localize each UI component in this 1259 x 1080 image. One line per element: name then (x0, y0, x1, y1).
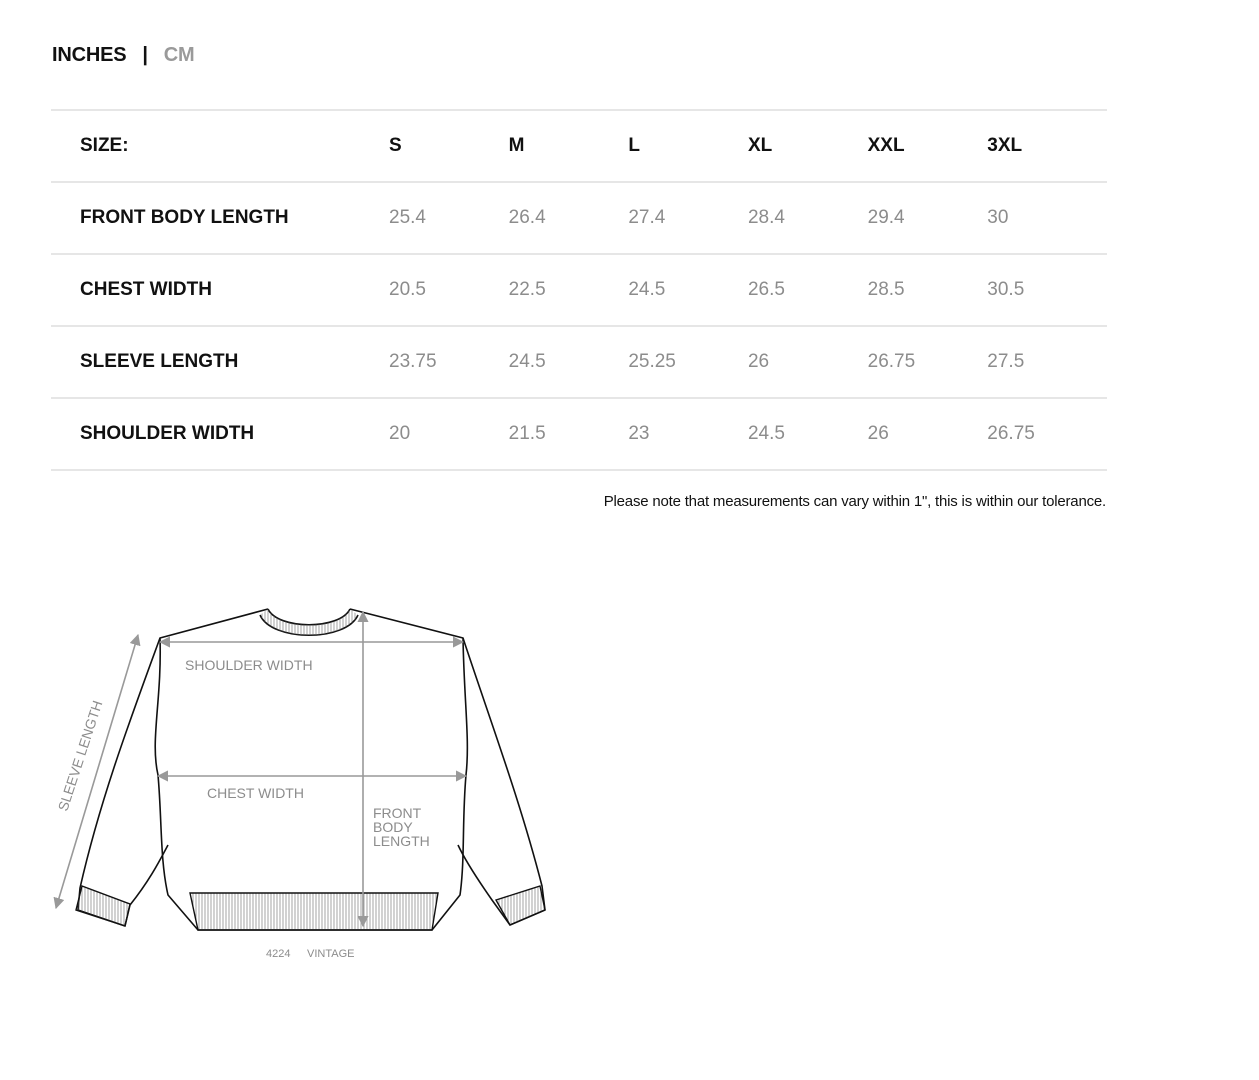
table-row-shoulder-width (51, 398, 1107, 470)
table-cell: 26.4 (508, 207, 546, 228)
table-cell: 24.5 (747, 423, 785, 444)
table-cell: 26 (867, 423, 889, 444)
table-cell: 26 (747, 351, 770, 372)
size-column-header: 3XL (987, 135, 1023, 156)
row-label: SLEEVE LENGTH (80, 351, 239, 372)
front-body-length-line: LENGTH (373, 833, 430, 849)
sweatshirt-measurement-diagram (40, 590, 560, 975)
style-code: 4224 (266, 948, 291, 960)
tolerance-note: Please note that measurements can vary within 1", this is within our tolerance. (603, 493, 1106, 510)
table-cell: 27.4 (628, 207, 666, 228)
table-cell: 29.4 (867, 207, 905, 228)
table-cell: 26.5 (747, 279, 785, 300)
right-cuff-ribbing (496, 886, 545, 925)
table-cell: 26.75 (987, 423, 1035, 444)
table-cell: 28.4 (747, 207, 785, 228)
table-cell: 23 (628, 423, 650, 444)
size-column-header: XXL (867, 135, 905, 156)
table-cell: 20 (389, 423, 411, 444)
neck-ribbing (260, 609, 358, 635)
chest-width-label: CHEST WIDTH (207, 785, 304, 801)
size-column-header: L (628, 135, 640, 156)
table-cell: 26.75 (867, 351, 916, 372)
table-cell: 20.5 (389, 279, 426, 300)
front-body-length-line: FRONT (373, 805, 421, 821)
table-cell: 24.5 (628, 279, 666, 300)
size-header-label: SIZE: (80, 135, 129, 156)
size-column-header: XL (747, 135, 773, 156)
size-chart-table (51, 109, 1107, 471)
table-cell: 22.5 (508, 279, 546, 300)
unit-toggle (52, 44, 195, 67)
table-row-front-body-length (51, 182, 1107, 254)
table-cell: 24.5 (508, 351, 546, 372)
table-row-chest-width (51, 254, 1107, 326)
size-column-header: S (389, 135, 402, 156)
style-name: VINTAGE (307, 948, 355, 960)
table-cell: 30.5 (987, 279, 1025, 300)
table-cell: 25.25 (628, 351, 676, 372)
row-label: CHEST WIDTH (80, 279, 212, 300)
front-body-length-label (373, 805, 430, 849)
table-row-sleeve-length (51, 326, 1107, 398)
front-body-length-line: BODY (373, 819, 413, 835)
table-cell: 23.75 (389, 351, 437, 372)
left-cuff-ribbing (76, 886, 130, 926)
table-cell: 25.4 (389, 207, 426, 228)
size-column-header: M (508, 135, 525, 156)
row-label: FRONT BODY LENGTH (80, 207, 289, 228)
table-cell: 28.5 (867, 279, 905, 300)
sleeve-length-label: SLEEVE LENGTH (54, 698, 106, 813)
table-cell: 27.5 (987, 351, 1025, 372)
row-label: SHOULDER WIDTH (80, 423, 255, 444)
hem-ribbing (190, 893, 438, 930)
table-cell: 30 (987, 207, 1009, 228)
shoulder-width-label: SHOULDER WIDTH (185, 657, 313, 673)
unit-separator: | (142, 44, 148, 66)
table-cell: 21.5 (508, 423, 546, 444)
table-header-row (51, 110, 1107, 182)
cm-toggle[interactable]: CM (163, 44, 195, 66)
inches-toggle[interactable]: INCHES (52, 44, 127, 66)
